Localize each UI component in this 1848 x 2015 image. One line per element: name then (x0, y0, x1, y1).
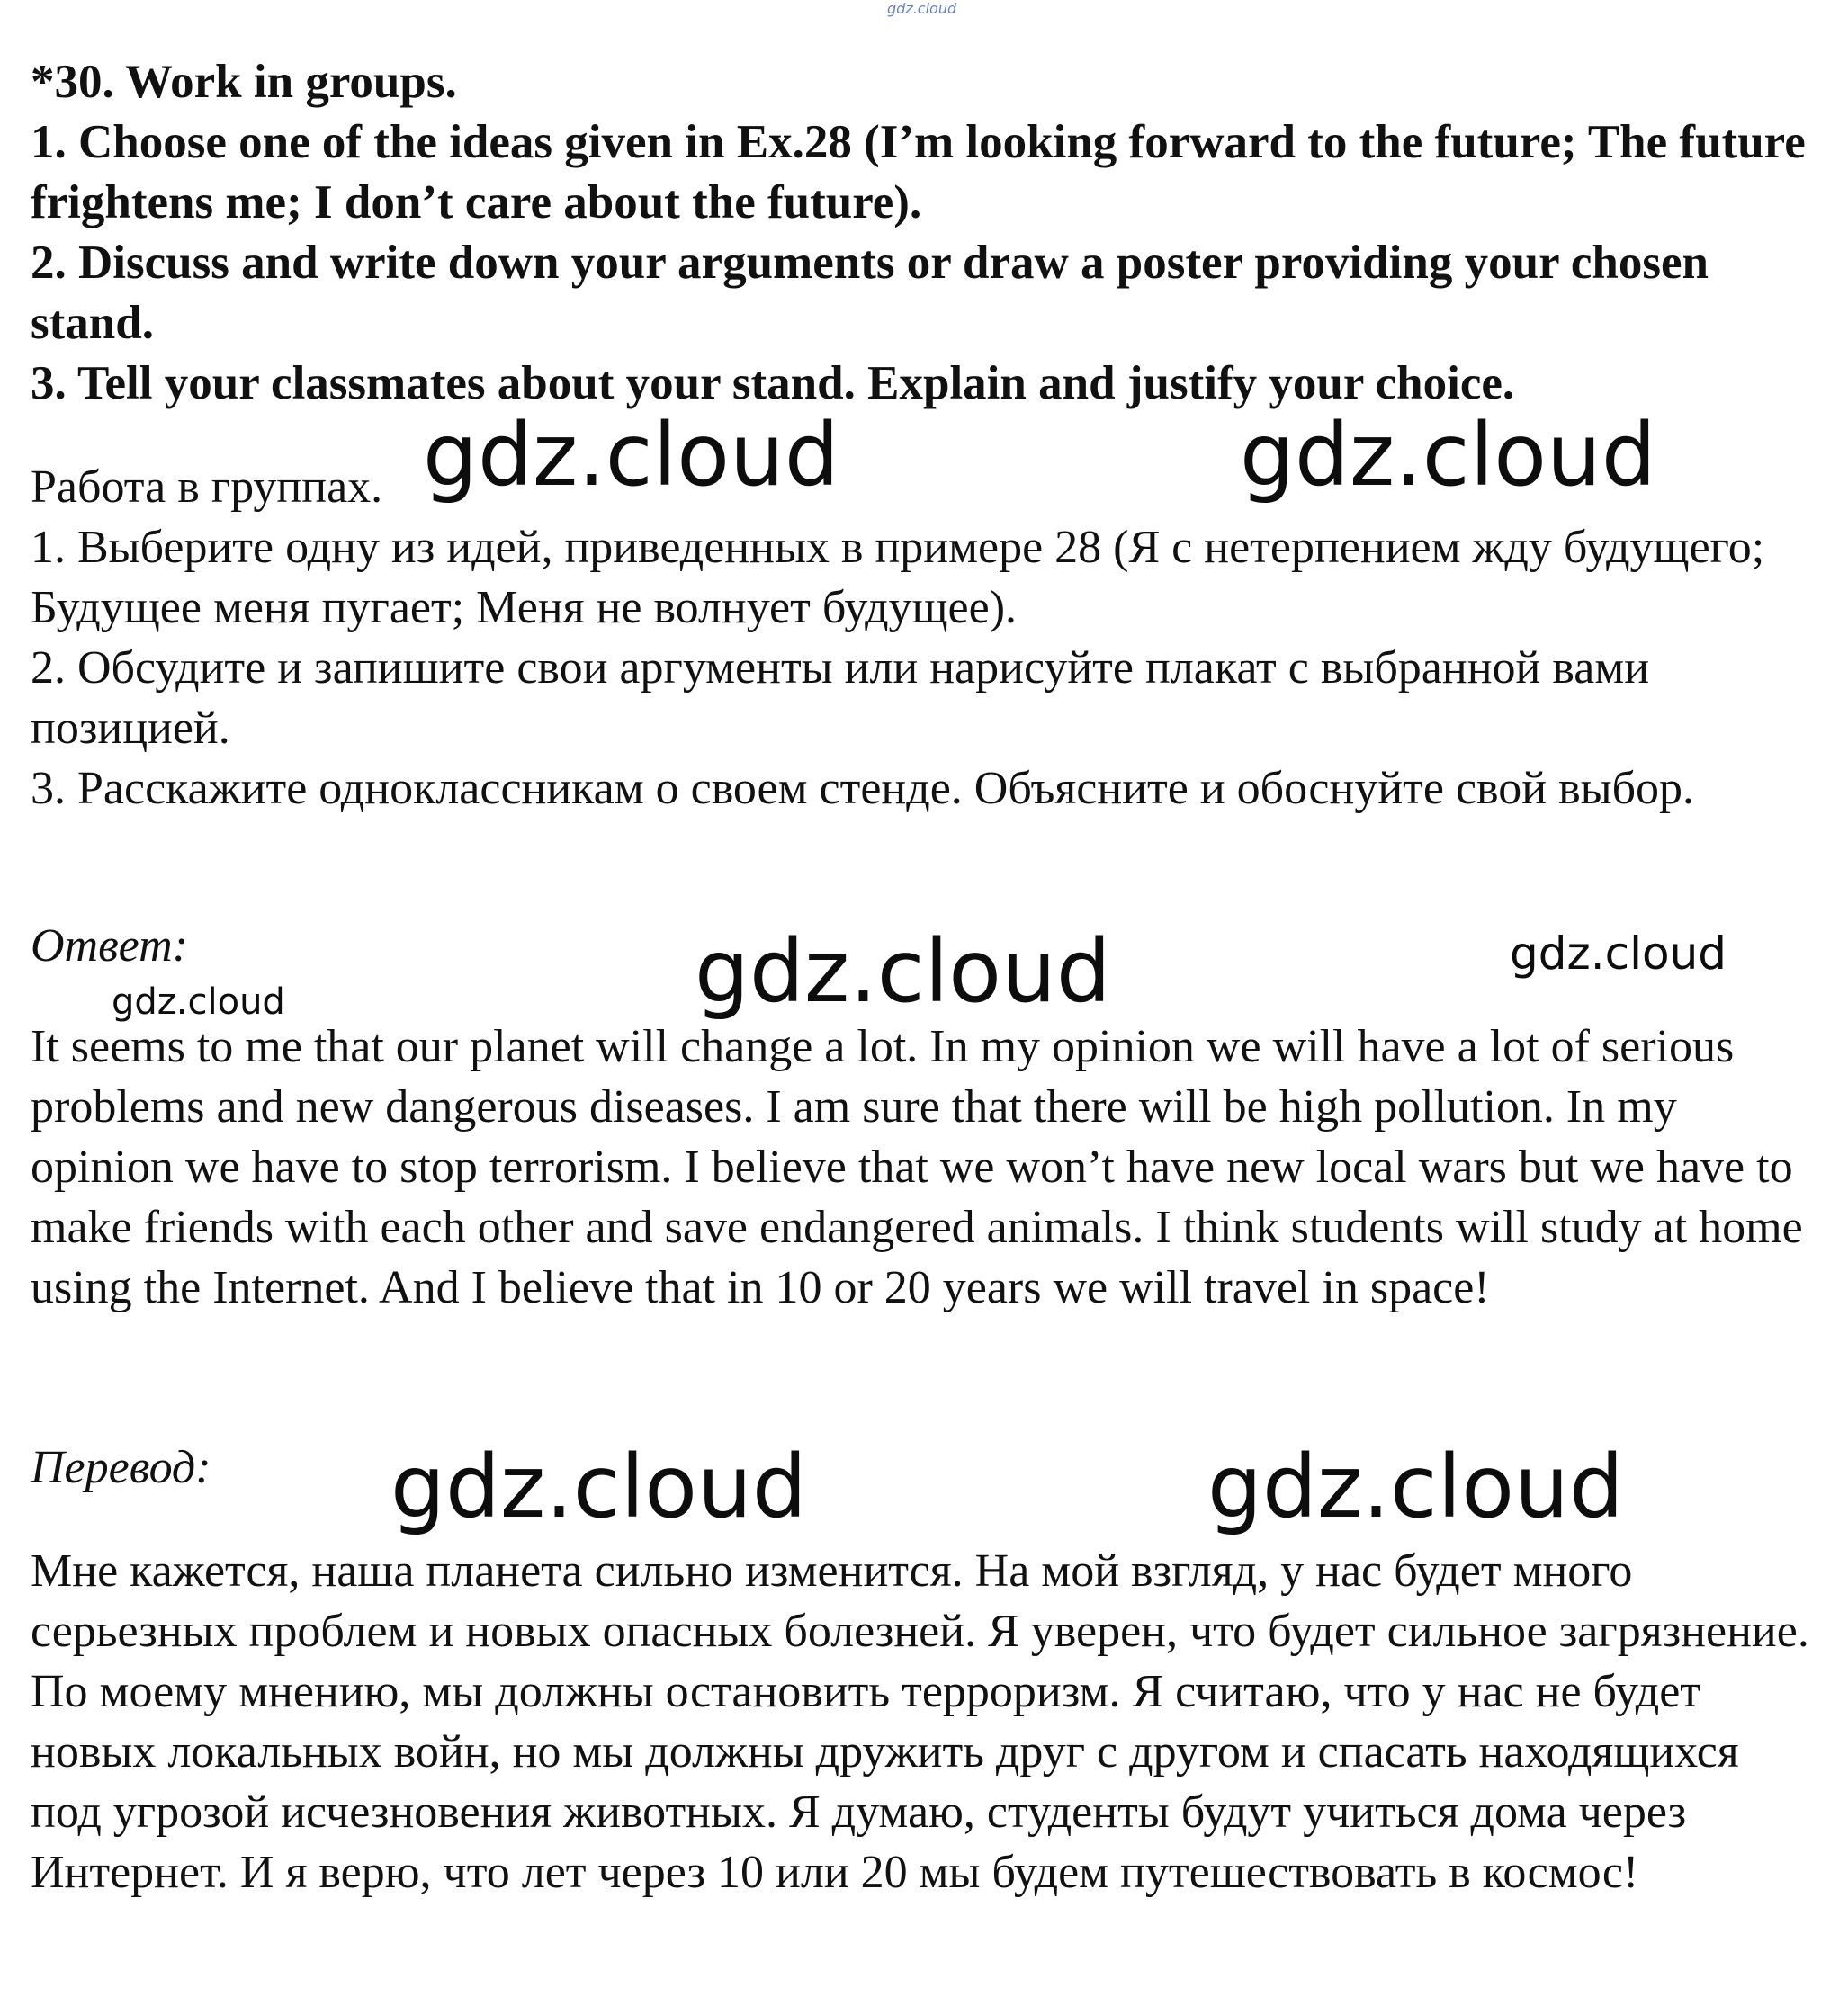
task-line-1: 1. Choose one of the ideas given in Ex.28 (I’m looking forward to the future; The future frightens me; I don’t care about the future). (31, 116, 1806, 228)
answer-label: Ответ: (31, 920, 188, 972)
translation-text: Мне кажется, наша планета сильно изменится. На мой взгляд, у нас будет много серьезных проблем и новых опасных болезней. Я уверен, что будет сильное загрязнение. По моему мнению, мы должны остановить терроризм. Я считаю, что у нас не будет новых локальных войн, но мы должны дружить друг с другом и спасать находящихся под угрозой исчезновения животных. Я думаю, студенты будут учиться дома через Интернет. И я верю, что лет через 10 или 20 мы будем путешествовать в космос! (31, 1545, 1809, 1898)
watermark: gdz.cloud (1510, 927, 1727, 980)
watermark: gdz.cloud (695, 921, 1111, 1022)
answer-section (31, 1016, 1812, 1318)
watermark: gdz.cloud (1207, 1437, 1624, 1537)
russian-title: Работа в группах. (31, 461, 383, 513)
translation-section (31, 1541, 1812, 1903)
russian-line-3: 3. Расскажите одноклассникам о своем стенде. Объясните и обоснуйте свой выбор. (31, 763, 1695, 814)
russian-line-2: 2. Обсудите и запишите свои аргументы или нарисуйте плакат с выбранной вами позицией. (31, 642, 1650, 754)
answer-text: It seems to me that our planet will change a lot. In my opinion we will have a lot of serious problems and new dangerous diseases. I am sure that there will be high pollution. In my opinion we have to stop terrorism. I believe that we won’t have new local wars but we have to make friends with each other and save endangered animals. I think students will study at home using the Internet. And I believe that in 10 or 20 years we will travel in space! (31, 1021, 1803, 1313)
watermark: gdz.cloud (112, 981, 285, 1023)
translation-label: Перевод: (31, 1442, 211, 1493)
russian-section (31, 517, 1812, 819)
watermark: gdz.cloud (1240, 405, 1656, 506)
task-section (31, 52, 1812, 414)
task-line-2: 2. Discuss and write down your arguments or draw a poster providing your chosen stand. (31, 237, 1709, 349)
watermark: gdz.cloud (390, 1437, 807, 1537)
task-line-3: 3. Tell your classmates about your stand. Explain and justify your choice. (31, 357, 1515, 409)
russian-line-1: 1. Выберите одну из идей, приведенных в примере 28 (Я с нетерпением жду будущего; Будущее меня пугает; Меня не волнует будущее). (31, 522, 1765, 633)
watermark: gdz.cloud (423, 405, 839, 506)
task-title: *30. Work in groups. (31, 56, 457, 108)
watermark-top: gdz.cloud (887, 0, 957, 17)
